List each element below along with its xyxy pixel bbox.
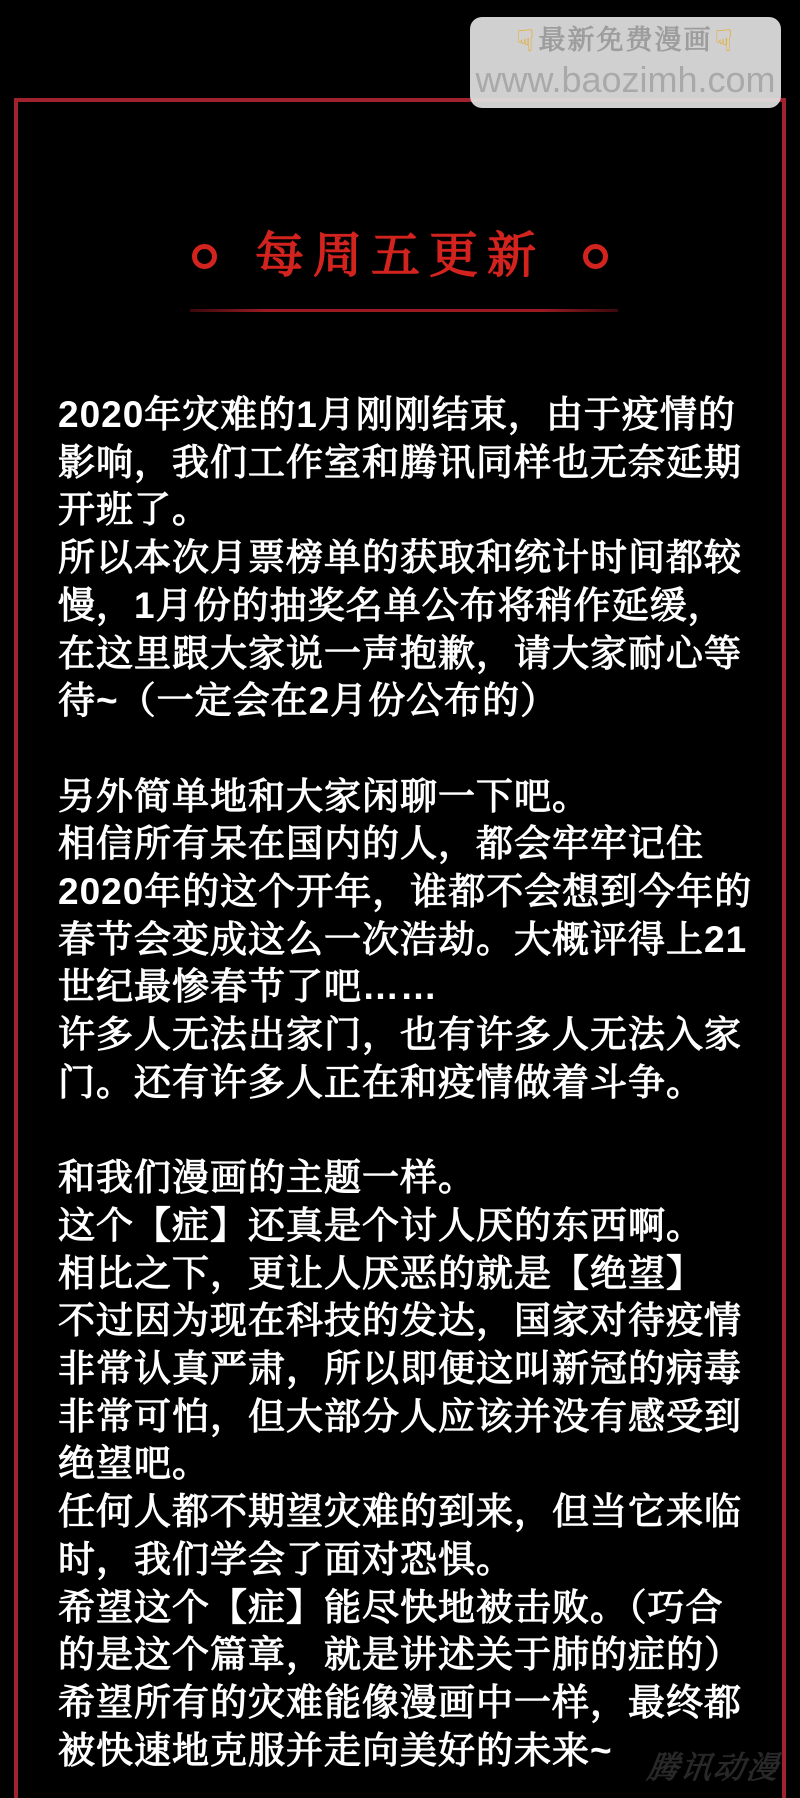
body-text-line: 非常认真严肃，所以即便这叫新冠的病毒 [58,1348,742,1390]
body-text-line: 2020年的这个开年，谁都不会想到今年的 [58,871,753,913]
body-text-line: 希望这个【症】能尽快地被击败。（巧合 [58,1586,724,1628]
site-watermark-badge [470,17,781,108]
title-underline [190,309,618,312]
body-text-line: 任何人都不期望灾难的到来，但当它来临 [58,1491,742,1533]
body-text-line: 开班了。 [58,489,210,531]
body-text-line: 门。还有许多人正在和疫情做着斗争。 [58,1061,704,1103]
body-text-line: 非常可怕，但大部分人应该并没有感受到 [58,1395,742,1437]
watermark-site-url: www.baozimh.com [475,59,776,100]
body-text-line: 世纪最惨春节了吧…… [58,966,438,1008]
update-schedule-title-row [0,226,800,286]
announcement-body-text [58,391,770,1774]
watermark-slogan [470,24,781,58]
point-down-icon: ☟ [516,25,537,58]
body-text-line: 时，我们学会了面对恐惧。 [58,1538,514,1580]
title-ring-right-icon [583,244,608,269]
body-text-line: 被快速地克服并走向美好的未来~ [58,1729,613,1771]
point-down-icon: ☟ [714,25,735,58]
body-text-line: 2020年灾难的1月刚刚结束，由于疫情的 [58,394,736,435]
watermark-slogan-text: 最新免费漫画 [538,25,713,55]
body-text-line: 影响，我们工作室和腾讯同样也无奈延期 [58,441,742,483]
page-title: 每周五更新 [254,229,545,283]
publisher-watermark: 腾讯动漫 [645,1750,783,1785]
body-text-line: 待~（一定会在2月份公布的） [58,680,559,722]
body-text-line: 所以本次月票榜单的获取和统计时间都较 [58,537,742,579]
body-text-line: 慢，1月份的抽奖名单公布将稍作延缓， [58,584,726,626]
body-text-line: 绝望吧。 [58,1443,210,1485]
body-text-line [58,725,770,773]
title-ring-left-icon [192,244,217,269]
body-text-line: 相信所有呆在国内的人，都会牢牢记住 [58,823,704,865]
body-text-line: 不过因为现在科技的发达，国家对待疫情 [58,1300,742,1342]
body-text-line: 在这里跟大家说一声抱歉，请大家耐心等 [58,632,742,674]
body-text-line: 相比之下，更让人厌恶的就是【绝望】 [58,1252,704,1294]
body-text-line: 和我们漫画的主题一样。 [58,1157,476,1199]
body-text-line: 许多人无法出家门，也有许多人无法入家 [58,1014,742,1056]
body-text-line [58,1107,770,1155]
body-text-line: 这个【症】还真是个讨人厌的东西啊。 [58,1204,704,1246]
body-text-line: 的是这个篇章，就是讲述关于肺的症的） [58,1634,742,1676]
body-text-line: 另外简单地和大家闲聊一下吧。 [58,775,590,817]
body-text-line: 希望所有的灾难能像漫画中一样，最终都 [58,1681,742,1723]
body-text-line: 春节会变成这么一次浩劫。大概评得上21 [58,918,748,960]
